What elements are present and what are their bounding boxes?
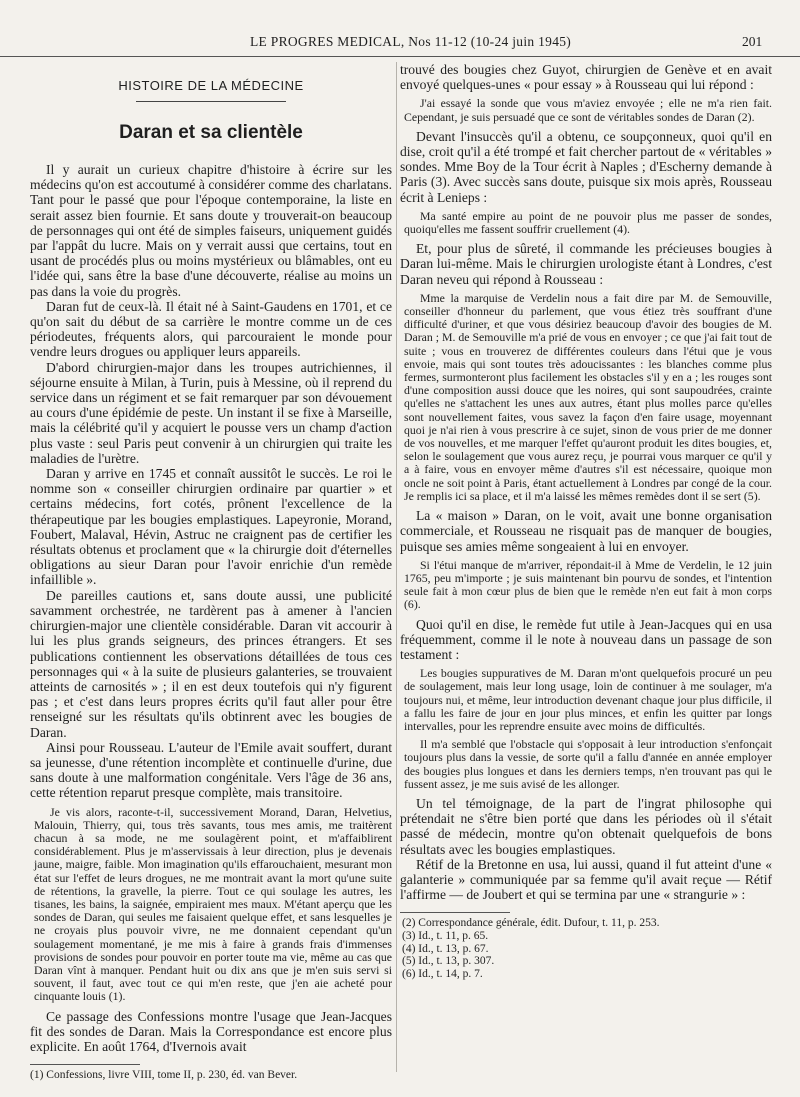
block-quote: Si l'étui manque de m'arriver, répondait-il à Mme de Verdelin, le 12 juin 1765, peu m'importe ; je suis maintenant bin pourvu de sondes, et l'intention seule fait à mon cœur plus de bien que le remède n'en eut fait à mon corps (6). (404, 557, 772, 612)
paragraph: Devant l'insuccès qu'il a obtenu, ce soupçonneux, quoi qu'il en dise, croit qu'il a été trompé et fait chercher partout de « véritables » sondes. Mme Boy de la Tour écrit à Naples ; d'Escherny demande à Paris (3). Avec succès sans doute, puisque six mois après, Rousseau écrit à Lenieps : (400, 128, 772, 205)
left-column (30, 62, 392, 1087)
section-heading: HISTOIRE DE LA MÉDECINE (118, 78, 304, 93)
footnote-rule (30, 1064, 140, 1065)
paragraph: Et, pour plus de sûreté, il commande les précieuses bougies à Daran lui-même. Mais le chirurgien urologiste étant à Londres, c'est Daran neveu qui répond à Rousseau : (400, 241, 772, 287)
paragraph: Quoi qu'il en dise, le remède fut utile à Jean-Jacques qui en usa fréquemment, comme il le note à nouveau dans un passage de son testament : (400, 616, 772, 662)
page-number: 201 (742, 34, 763, 49)
block-quote: Je vis alors, raconte-t-il, successivement Morand, Daran, Helvetius, Malouin, Thierry, qui, tous très savants, tous mes amis, me traitèrent chacun à sa mode, ne me soulagèrent point, et m'affaiblirent considérablement. Plus je m'asservissais à leur direction, plus je devenais jaune, maigre, faible. Mon imagination qu'ils effarouchaient, mesurant mon état sur l'effet de leurs drogues, ne me montrait avant la mort qu'une suite de rétentions, la gravelle, la pierre. Tout ce qui soulage les autres, les tisanes, les bains, la saignée, empiraient mes maux. M'étant aperçu que les sondes de Daran, qui seules me faisaient quelque effet, et sans lesquelles je ne croyais plus pouvoir vivre, ne me donnaient cependant qu'un soulagement momentané, je me mis à faire à grands frais d'immenses provisions de sondes pour pouvoir en porter toute ma vie, même au cas que Daran vînt à manquer. Pendant huit ou dix ans que je m'en suis servi si souvent, il faut, avec tout ce qui m'en reste, que j'en aie acheté pour cinquante louis (1). (34, 804, 392, 1004)
footnote-list (400, 917, 772, 980)
footnote: (5) Id., t. 13, p. 307. (402, 955, 495, 968)
right-column (400, 62, 772, 1087)
paragraph: Daran y arrive en 1745 et connaît aussitôt le succès. Le roi le nomme son « conseiller chirurgien ordinaire par quartier » et certains médecins, fort cotés, prônent l'excellence de la thérapeutique par les bougies emplastiques. Lapeyronie, Morand, Foubert, Malaval, Hévin, Astruc ne craignent pas de certifier les résultats obtenus et proclament que « la chirurgie doit d'éternelles obligations au sieur Daran pour l'avoir enrichie d'un remède infaillible ». (30, 466, 392, 588)
footnote: (6) Id., t. 14, p. 7. (402, 967, 483, 980)
footnote: (4) Id., t. 13, p. 67. (402, 942, 489, 955)
paragraph: D'abord chirurgien-major dans les troupes autrichiennes, il séjourne ensuite à Milan, à Turin, puis à Messine, où il reprend du service dans un régiment et se fait remarquer par son dévouement au cours d'une épidémie de peste. Un instant il se fixe à Marseille, mais la célébrité qu'il y acquiert le pousse vers un champ d'action plus vaste : seul Paris peut convenir à un chirurgien qui traite les maladies de l'urètre. (30, 359, 392, 466)
paragraph: Il y aurait un curieux chapitre d'histoire à écrire sur les médecins qu'on est accoutumé à considérer comme des charlatans. Tant pour le passé que pour l'époque contemporaine, la liste en serait assez bien fournie. Et sans doute y trouverait-on beaucoup de personnages qui ont été de simples faiseurs, uniquement guidés par l'appât du lucre. Mais on y verrait aussi que certains, tout en usant de procédés plus ou moins mystérieux ou blâmables, ont eu l'idée qui, sans être la base d'une découverte, réalise au moins un pas dans la voie du progrès. (30, 162, 392, 299)
paragraph: trouvé des bougies chez Guyot, chirurgien de Genève et en avait envoyé quelques-unes « pour essay » à Rousseau qui lui répond : (400, 62, 772, 93)
column-divider (396, 62, 397, 1072)
block-quote: Les bougies suppuratives de M. Daran m'ont quelquefois procuré un peu de soulagement, mais leur long usage, loin de continuer à me soulager, m'a toujours nui, et même, leur introduction devenant chaque jour plus difficile, il a fallu les faire de jour en jour plus minces, et enfin les quitter par longs intervalles, pour les reprendre ensuite avec moins de difficultés. (404, 666, 772, 733)
paragraph: Un tel témoignage, de la part de l'ingrat philosophe qui prétendait ne s'être bien porté que dans les périodes où il s'était passé de médecin, montre qu'on obtenait quelquefois de bons résultats avec les bougies emplastiques. (400, 795, 772, 857)
paragraph: Daran fut de ceux-là. Il était né à Saint-Gaudens en 1701, et ce qu'on sait du début de sa carrière le montre comme un de ces périodeutes, fréquents alors, qui parcouraient le monde pour vendre leurs drogues ou appliquer leurs appareils. (30, 298, 392, 360)
block-quote: Ma santé empire au point de ne pouvoir plus me passer de sondes, quoiqu'elles me fassent souffrir cruellement (4). (404, 208, 772, 237)
footnote: (3) Id., t. 11, p. 65. (402, 929, 489, 942)
footnote: (1) Confessions, livre VIII, tome II, p. 230, éd. van Bever. (30, 1069, 298, 1082)
article-title: Daran et sa clientèle (119, 122, 303, 143)
paragraph: De pareilles cautions et, sans doute aussi, une publicité savamment orchestrée, ne tardèrent pas à amener à l'ancien chirurgien-major une clientèle considérable. Daran vit accourir à lui les plus grands seigneurs, des princes étrangers. Et ses publications contiennent les observations détaillées de tous ces personnages qui « à la suite de plusieurs galanteries, se trouvaient atteints de carnosités » ; il en est deux toutefois qui n'y figurent pas ; et c'est dans leurs propres écrits qu'il faut aller pour être renseigné sur les résultats qu'ils obtinrent avec les bougies de Daran. (30, 587, 392, 740)
section-rule (136, 101, 286, 102)
block-quote: J'ai essayé la sonde que vous m'aviez envoyée ; elle ne m'a rien fait. Cependant, je suis persuadé que ce sont de véritables sondes de Daran (2). (404, 96, 772, 124)
block-quote: Mme la marquise de Verdelin nous a fait dire par M. de Semouville, conseiller d'honneur du parlement, que vous étiez très souffrant d'une difficulté d'uriner, et que vous désiriez beaucoup d'avoir des bougies de M. Daran ; M. de Semouville m'a prié de vous en envoyer ; ce que j'ai fait tout de suite ; vous en trouverez de différentes couleurs dans l'étui que je vous envoie, mais qui sont toutes très adoucissantes : les blanches comme plus fermes, surmonteront plus facilement les obstacles s'il y en a ; les rouges sont d'une composition aussi douce que les noires, qui sont saupoudrées, crainte qu'elles ne s'attachent les unes aux autres, étant plus molles parce qu'elles sont nouvellement faites, vous savez la façon d'en faire usage, moyennant quoi je n'ai rien à vous prescrire à ce sujet, sinon de vous prier de me donner de vos nouvelles, et me marquer l'effet qu'auront produit les dites bougies, et, selon le soulagement que vous aurez reçu, je pourrai vous marquer ce qu'il y a à faire, vous en envoyer même d'autres s'il est nécessaire, quoique mon oncle ne soit point à Paris, étant actuellement à Londres par congé de la cour. Je remplis ici sa place, et il m'a laissé les mêmes remèdes dont il se sert (5). (404, 290, 772, 503)
paragraph: Rétif de la Bretonne en usa, lui aussi, quand il fut atteint d'une « galanterie » communiquée par sa femme qu'il avait reçue — Rétif l'affirme — de Joubert et qui se termina par une « strangurie » : (400, 856, 772, 903)
footnote: (2) Correspondance générale, édit. Dufour, t. 11, p. 253. (402, 917, 660, 930)
footnote-rule (400, 912, 510, 913)
paragraph: Ainsi pour Rousseau. L'auteur de l'Emile avait souffert, durant sa jeunesse, d'une rétention incomplète et continuelle d'urine, due sans doute à une malformation congénitale. Vers l'âge de 36 ans, cette rétention reparut presque complète, mais transitoire. (30, 739, 392, 801)
running-header (0, 34, 800, 57)
running-title: LE PROGRES MEDICAL, Nos 11-12 (10-24 juin 1945) (250, 34, 572, 49)
paragraph: La « maison » Daran, on le voit, avait une bonne organisation commerciale, et Rousseau ne risquait pas de manquer de bougies, puisque ses amies même songeaient à lui en envoyer. (400, 508, 772, 554)
paragraph: Ce passage des Confessions montre l'usage que Jean-Jacques fit des sondes de Daran. Mais la Correspondance est encore plus explicite. En août 1764, d'Ivernois avait (30, 1008, 392, 1054)
block-quote: Il m'a semblé que l'obstacle qui s'opposait à leur introduction s'enfonçait toujours plus dans la vessie, de sorte qu'il a fallu d'année en année employer des bougies plus longues et dans les derniers temps, n'en trouvant pas qui le fussent assez, je me suis avisé de les allonger. (404, 737, 772, 791)
